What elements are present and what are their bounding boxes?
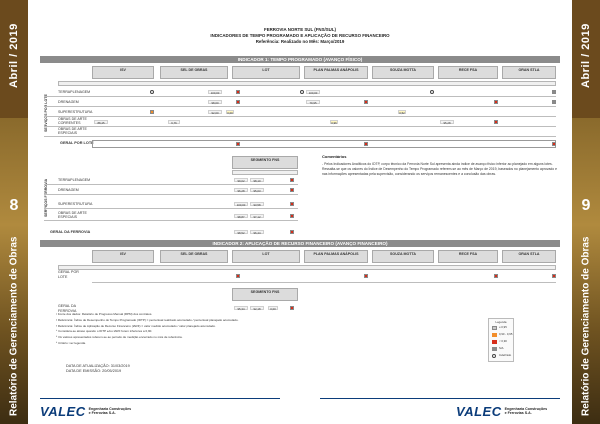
value-cell: 95,28 <box>440 120 454 124</box>
table-row <box>44 98 556 107</box>
comments-title: Comentários <box>322 154 347 159</box>
value-cell: 0,00 <box>227 111 233 115</box>
update-date: DATA DE ATUALIZAÇÃO: 31/03/2019 <box>66 364 130 368</box>
value-cell: 100,00 <box>306 90 320 94</box>
table-row <box>44 128 556 137</box>
row-label: OBRAS DE ARTE ESPECIAIS <box>58 127 87 135</box>
column-subheader-row <box>58 265 556 270</box>
valec-logo-left: VALEC Engenharia Construções e Ferrovias S.A. <box>40 403 132 419</box>
total-row <box>92 140 556 148</box>
group-header: LOT <box>232 250 300 263</box>
value-cell: 79,95 <box>306 100 320 104</box>
status-indicator-red <box>364 100 368 104</box>
footnotes <box>56 312 386 347</box>
status-indicator-red <box>494 100 498 104</box>
legend <box>488 318 514 362</box>
comments-text: - Pelos Indicadores Analíticos do IDTP, corpo técnico da Ferrovia Norte Sul apresenta ainda índice de avanço físico inferior ao planejado em alguns lotes. Ressalta-se que os valores do Índice de Desempenho do Tempo Programado referem-se ao mês de Março de 2019, baseados no planejamento aprovado e nas informações apresentadas pela supervisão, considerando os serviços remanescentes e a conclusão das obras. <box>322 162 557 176</box>
status-indicator-red <box>236 90 240 94</box>
group-header: ISV <box>92 250 154 263</box>
sidebar-year: Abril / 2019 <box>580 23 592 89</box>
row-label: DRENAGEM <box>58 100 79 104</box>
group-header: SEL DE OBRAS <box>160 250 228 263</box>
value-cell: 99,02 <box>234 178 248 182</box>
left-sidebar <box>0 0 28 424</box>
group-header: LOT <box>232 66 300 79</box>
table-row <box>44 108 556 117</box>
legend-item: Indefinido <box>489 352 513 359</box>
block-label-servicos-ferrovia: SERVIÇOS FERROVIA <box>44 178 48 218</box>
status-indicator-red <box>290 230 294 234</box>
status-indicator-red <box>290 178 294 182</box>
status-indicator-red <box>364 274 368 278</box>
status-indicator-red <box>290 188 294 192</box>
group-header: ORAN STLA <box>502 66 556 79</box>
group-header: SEGMENTO FNS <box>232 288 298 301</box>
report-dates <box>66 364 130 374</box>
value-cell: 98,52 <box>234 230 248 234</box>
section-bar-indicator-1: INDICADOR 1: TEMPO PROGRAMADO (AVANÇO FÍSICO) <box>40 56 560 63</box>
value-cell: 97,12 <box>250 214 264 218</box>
value-cell: 95,03 <box>250 188 264 192</box>
group-header: ISV <box>92 66 154 79</box>
footnote: ⁶ Critério: ver legenda. <box>56 340 86 345</box>
group-header: SOUZA MOTTA <box>372 250 434 263</box>
footnote: ⁴ Considera-se atraso quando o IDTP e/ou IARF forem inferiores a 0,90. <box>56 329 153 334</box>
report-subtitle: INDICADORES DE TEMPO PROGRAMADO E APLICAÇÃO DE RECURSO FINANCEIRO <box>210 33 390 38</box>
group-header: PLAN PALMAS ANÁPOLIS <box>304 66 368 79</box>
group-header: SEGMENTO FNS <box>232 156 298 169</box>
value-cell: 95,34 <box>234 306 248 310</box>
sidebar-title: Relatório de Gerenciamento de Obras <box>8 236 20 416</box>
footer-rule <box>320 398 560 399</box>
value-cell: 98,10 <box>250 178 264 182</box>
status-indicator-orange <box>150 110 154 114</box>
row-label: SUPERESTRUTURA <box>58 110 93 114</box>
valec-logo-right: VALEC Engenharia Construções e Ferrovias S.A. <box>456 403 548 419</box>
status-indicator-undefined <box>430 90 434 94</box>
sidebar-title: Relatório de Gerenciamento de Obras <box>580 236 592 416</box>
row-label: TERRAPLENAGEM <box>58 178 91 182</box>
legend-item: 0,90 - 0,95 <box>489 331 513 338</box>
footnote: ⁵ Os valores apresentados referem-se ao período de medição encerrado no mês de referência. <box>56 335 183 340</box>
status-indicator-red <box>236 142 240 146</box>
status-indicator-gray <box>552 100 556 104</box>
value-cell: 93,58 <box>250 202 264 206</box>
value-cell: 96,28 <box>234 188 248 192</box>
value-cell: 98,00 <box>208 100 222 104</box>
value-cell: 100,00 <box>234 202 248 206</box>
column-subheader-row <box>58 81 556 86</box>
footnote: ¹ Fonte dos dados: Relatório de Progresso Mensal (RPM) dos contratos. <box>56 312 153 316</box>
report-reference: Referência: Realizado no Mês: Março/2019 <box>255 39 345 44</box>
column-subheader-row <box>232 170 298 175</box>
page-number-left: 8 <box>9 197 19 214</box>
status-indicator-undefined <box>300 90 304 94</box>
legend-title: Legenda <box>495 320 507 324</box>
group-header: RECE FSA <box>438 250 498 263</box>
report-title: FERROVIA NORTE SUL (FNS/SUL) <box>264 27 336 32</box>
row-label: OBRAS DE ARTE ESPECIAIS <box>58 211 87 219</box>
page-number-right: 9 <box>581 197 591 214</box>
value-cell: 100,00 <box>208 90 222 94</box>
legend-item: ≥ 0,95 <box>489 324 513 331</box>
value-cell: 92,00 <box>208 110 222 114</box>
group-header: SOUZA MOTTA <box>372 66 434 79</box>
footnote: ² Referência: Índice de Desempenho do Tempo Programado (IDTP) = percentual realizado acumulado / percentual planejado acumulado. <box>56 317 239 322</box>
issue-date: DATA DE EMISSÃO: 20/05/2019 <box>66 369 122 373</box>
block-label-servicos-por-lote: SERVIÇOS POR LOTE <box>44 94 48 132</box>
value-cell: 6,76 <box>168 120 180 124</box>
status-indicator-red <box>552 142 556 146</box>
row-label: OBRAS DE ARTE CORRENTES <box>58 117 87 125</box>
row-label: GERAL POR LOTE <box>58 270 79 279</box>
row-label: GERAL DA FERROVIA <box>58 304 77 313</box>
legend-item: S/A <box>489 345 513 352</box>
status-indicator-red <box>494 274 498 278</box>
sidebar-year: Abril / 2019 <box>8 23 20 89</box>
group-header: SEL DE OBRAS <box>160 66 228 79</box>
row-label: TERRAPLENAGEM <box>58 90 91 94</box>
value-cell: 98,87 <box>234 214 248 218</box>
value-cell: 0,00 <box>268 306 278 310</box>
status-indicator-red <box>290 306 294 310</box>
table-row <box>44 118 556 127</box>
status-indicator-red <box>236 274 240 278</box>
right-sidebar <box>572 0 600 424</box>
value-cell: 0,96 <box>331 121 337 125</box>
status-indicator-red <box>290 202 294 206</box>
value-cell: 92,18 <box>250 306 264 310</box>
group-header: ORAN STLA <box>502 250 556 263</box>
group-header: PLAN PALMAS ANÁPOLIS <box>304 250 368 263</box>
status-indicator-red <box>290 214 294 218</box>
row-label: DRENAGEM <box>58 188 79 192</box>
total-label: GERAL DA FERROVIA <box>50 230 91 234</box>
status-indicator-undefined <box>150 90 154 94</box>
footer-rule <box>40 398 280 399</box>
status-indicator-red <box>364 142 368 146</box>
legend-item: < 0,90 <box>489 338 513 345</box>
row-label: SUPERESTRUTURA <box>58 202 93 206</box>
section-bar-indicator-2: INDICADOR 2: APLICAÇÃO DE RECURSO FINANCEIRO (AVANÇO FINANCEIRO) <box>40 240 560 247</box>
status-indicator-red <box>494 120 498 124</box>
value-cell: 88,45 <box>94 120 108 124</box>
table-row <box>92 271 556 283</box>
total-label: GERAL POR LOTE <box>60 141 94 145</box>
footnote: ³ Referência: Índice de Aplicação de Recurso Financeiro (IARF) = valor medido acumulado / valor planejado acumulado. <box>56 323 216 328</box>
status-indicator-red <box>552 274 556 278</box>
value-cell: 0,52 <box>399 111 405 115</box>
value-cell: 96,44 <box>250 230 264 234</box>
status-indicator-gray <box>552 90 556 94</box>
group-header: RECE FSA <box>438 66 498 79</box>
status-indicator-red <box>236 100 240 104</box>
